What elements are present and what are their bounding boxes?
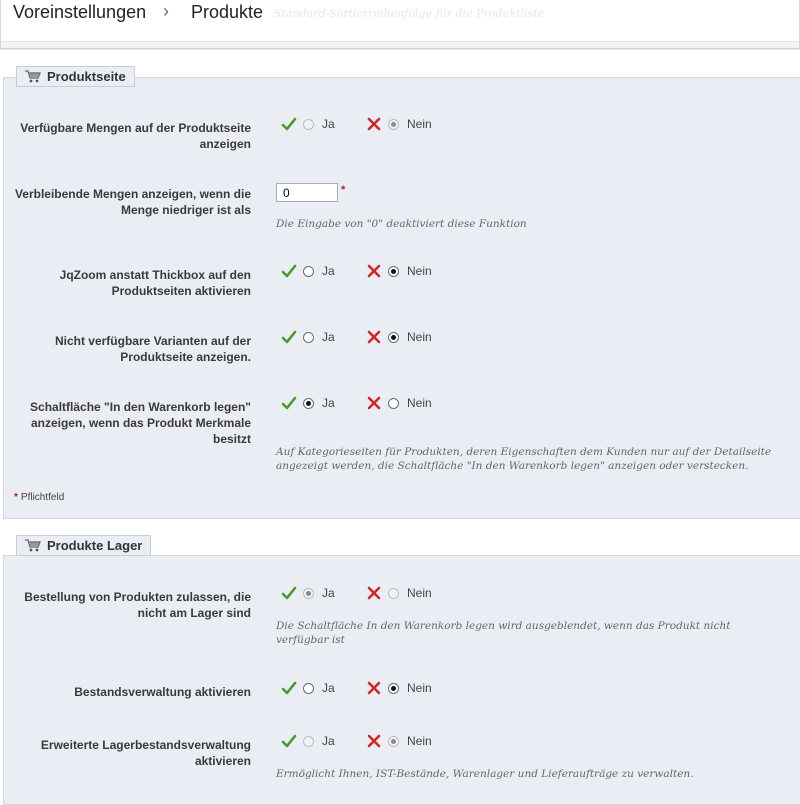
label-bestellung-nicht-lager: Bestellung von Produkten zulassen, die nicht am Lager sind xyxy=(24,590,251,620)
required-field-note xyxy=(14,492,64,503)
option-yes-label: Ja xyxy=(322,734,335,748)
option-no-erweiterte-lager[interactable] xyxy=(366,733,432,749)
hint-bestellung-nicht-lager: Die Schaltfläche In den Warenkorb legen wird ausgeblendet, wenn das Produkt nicht verfügbar ist xyxy=(276,620,731,646)
radio-yes[interactable] xyxy=(303,683,314,694)
legend-title: Produkte Lager xyxy=(47,538,143,553)
quantity-threshold-input[interactable] xyxy=(276,183,338,202)
radio-yes[interactable] xyxy=(303,332,314,343)
option-yes-label: Ja xyxy=(322,681,335,695)
cross-icon xyxy=(366,734,382,748)
required-mark: * xyxy=(341,184,346,196)
option-no-nicht-verfuegbare[interactable] xyxy=(366,329,432,345)
label-bestandsverwaltung: Bestandsverwaltung aktivieren xyxy=(74,685,251,699)
option-yes-label: Ja xyxy=(322,396,335,410)
radio-yes[interactable] xyxy=(303,266,314,277)
radio-no[interactable] xyxy=(388,588,399,599)
option-yes-label: Ja xyxy=(322,117,335,131)
radio-no[interactable] xyxy=(388,332,399,343)
check-icon xyxy=(281,681,297,695)
cross-icon xyxy=(366,681,382,695)
label-verbleibende-mengen: Verbleibende Mengen anzeigen, wenn die Menge niedriger ist als xyxy=(14,187,251,217)
check-icon xyxy=(281,396,297,410)
label-warenkorb-button: Schaltfläche "In den Warenkorb legen" anzeigen, wenn das Produkt Merkmale besitzt xyxy=(30,400,251,446)
required-note-text: Pflichtfeld xyxy=(20,492,65,503)
cart-icon xyxy=(24,70,41,83)
option-no-label: Nein xyxy=(407,586,432,600)
cross-icon xyxy=(366,117,382,131)
label-jqzoom: JqZoom anstatt Thickbox auf den Produktseiten aktivieren xyxy=(59,268,251,298)
label-verfuegbare-mengen: Verfügbare Mengen auf der Produktseite anzeigen xyxy=(20,121,251,151)
check-icon xyxy=(281,117,297,131)
option-yes-warenkorb-button[interactable] xyxy=(281,395,335,411)
check-icon xyxy=(281,330,297,344)
option-yes-label: Ja xyxy=(322,330,335,344)
page-subtitle: Standard-Sortierreihenfolge für die Produktliste xyxy=(274,7,545,20)
check-icon xyxy=(281,734,297,748)
option-no-jqzoom[interactable] xyxy=(366,263,432,279)
check-icon xyxy=(281,586,297,600)
radio-yes[interactable] xyxy=(303,736,314,747)
cross-icon xyxy=(366,586,382,600)
radio-yes[interactable] xyxy=(303,398,314,409)
option-no-label: Nein xyxy=(407,264,432,278)
hint-warenkorb-button: Auf Kategorieseiten für Produkten, deren Eigenschaften dem Kunden nur auf der Detailseite angezeigt werden, die Schaltfläche "In den Warenkorb legen" anzeigen oder verstecken. xyxy=(276,446,772,472)
option-yes-nicht-verfuegbare[interactable] xyxy=(281,329,335,345)
cross-icon xyxy=(366,264,382,278)
option-no-bestellung-nicht-lager[interactable] xyxy=(366,585,432,601)
radio-no[interactable] xyxy=(388,398,399,409)
cross-icon xyxy=(366,330,382,344)
check-icon xyxy=(281,264,297,278)
option-no-label: Nein xyxy=(407,396,432,410)
breadcrumb-section[interactable]: Voreinstellungen xyxy=(13,2,147,22)
option-yes-label: Ja xyxy=(322,586,335,600)
radio-yes[interactable] xyxy=(303,588,314,599)
radio-no[interactable] xyxy=(388,736,399,747)
radio-no[interactable] xyxy=(388,119,399,130)
radio-no[interactable] xyxy=(388,683,399,694)
label-nicht-verfuegbare: Nicht verfügbare Varianten auf der Produktseite anzeigen. xyxy=(54,334,251,364)
option-no-label: Nein xyxy=(407,330,432,344)
option-yes-label: Ja xyxy=(322,264,335,278)
page-header xyxy=(0,0,800,49)
cross-icon xyxy=(366,396,382,410)
fieldset-legend-produkte-lager xyxy=(16,535,151,556)
option-no-warenkorb-button[interactable] xyxy=(366,395,432,411)
option-no-label: Nein xyxy=(407,117,432,131)
option-yes-bestellung-nicht-lager[interactable] xyxy=(281,585,335,601)
option-no-bestandsverwaltung[interactable] xyxy=(366,680,432,696)
hint-verbleibende-mengen: Die Eingabe von "0" deaktiviert diese Funktion xyxy=(276,218,527,230)
breadcrumb-separator: › xyxy=(163,1,169,21)
legend-title: Produktseite xyxy=(47,69,126,84)
fieldset-legend-produktseite xyxy=(16,66,135,87)
option-no-label: Nein xyxy=(407,681,432,695)
option-no-verfuegbare-mengen[interactable] xyxy=(366,116,432,132)
option-yes-jqzoom[interactable] xyxy=(281,263,335,279)
option-yes-verfuegbare-mengen[interactable] xyxy=(281,116,335,132)
option-yes-bestandsverwaltung[interactable] xyxy=(281,680,335,696)
option-yes-erweiterte-lager[interactable] xyxy=(281,733,335,749)
label-erweiterte-lager: Erweiterte Lagerbestandsverwaltung aktivieren xyxy=(40,738,251,768)
header-divider xyxy=(1,41,799,48)
page-title: Produkte xyxy=(191,2,264,22)
required-note-star: * xyxy=(14,492,18,503)
cart-icon xyxy=(24,539,41,552)
option-no-label: Nein xyxy=(407,734,432,748)
hint-erweiterte-lager: Ermöglicht Ihnen, IST-Bestände, Warenlager und Lieferaufträge zu verwalten. xyxy=(276,768,694,780)
radio-yes[interactable] xyxy=(303,119,314,130)
radio-no[interactable] xyxy=(388,266,399,277)
